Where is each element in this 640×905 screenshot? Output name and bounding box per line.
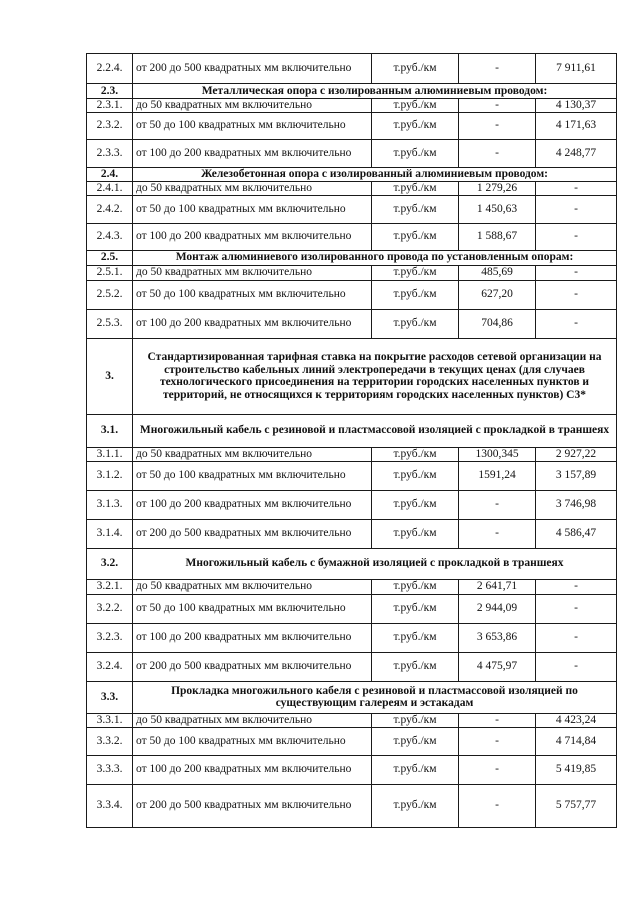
row-unit: т.руб./км bbox=[372, 195, 459, 223]
table-row bbox=[87, 99, 617, 113]
row-value-2: 4 714,84 bbox=[536, 727, 617, 755]
row-description: до 50 квадратных мм включительно bbox=[133, 265, 372, 280]
section-title: Прокладка многожильного кабеля с резиновой и пластмассовой изоляцией по существующим галереям и эстакадам bbox=[133, 681, 617, 713]
row-unit: т.руб./км bbox=[372, 181, 459, 195]
table-row bbox=[87, 713, 617, 727]
table-row bbox=[87, 579, 617, 594]
row-value-1: 627,20 bbox=[459, 280, 536, 309]
row-unit: т.руб./км bbox=[372, 490, 459, 519]
table-row bbox=[87, 461, 617, 490]
row-value-1: 4 475,97 bbox=[459, 652, 536, 681]
row-value-2: 4 248,77 bbox=[536, 139, 617, 167]
section-number: 2.3. bbox=[87, 84, 133, 99]
row-unit: т.руб./км bbox=[372, 784, 459, 827]
row-description: до 50 квадратных мм включительно bbox=[133, 579, 372, 594]
row-value-1: 1 588,67 bbox=[459, 223, 536, 250]
table-row bbox=[87, 139, 617, 167]
table-row bbox=[87, 280, 617, 309]
row-value-2: - bbox=[536, 579, 617, 594]
row-value-2: - bbox=[536, 195, 617, 223]
row-description: от 100 до 200 квадратных мм включительно bbox=[133, 623, 372, 652]
row-value-1: - bbox=[459, 755, 536, 784]
row-value-2: - bbox=[536, 265, 617, 280]
row-unit: т.руб./км bbox=[372, 727, 459, 755]
row-number: 2.3.3. bbox=[87, 139, 133, 167]
row-number: 3.1.4. bbox=[87, 519, 133, 548]
row-number: 3.3.2. bbox=[87, 727, 133, 755]
row-description: от 50 до 100 квадратных мм включительно bbox=[133, 594, 372, 623]
row-unit: т.руб./км bbox=[372, 623, 459, 652]
row-description: от 200 до 500 квадратных мм включительно bbox=[133, 519, 372, 548]
section-number: 2.5. bbox=[87, 250, 133, 265]
section-row bbox=[87, 250, 617, 265]
row-value-2: - bbox=[536, 623, 617, 652]
row-number: 3.3.1. bbox=[87, 713, 133, 727]
section-number: 3.2. bbox=[87, 548, 133, 579]
row-value-1: 2 641,71 bbox=[459, 579, 536, 594]
row-description: от 50 до 100 квадратных мм включительно bbox=[133, 112, 372, 139]
section-row bbox=[87, 84, 617, 99]
table-row bbox=[87, 490, 617, 519]
row-value-2: - bbox=[536, 280, 617, 309]
row-unit: т.руб./км bbox=[372, 652, 459, 681]
tariff-table-page bbox=[86, 53, 616, 828]
row-number: 3.3.4. bbox=[87, 784, 133, 827]
table-row bbox=[87, 54, 617, 84]
section-row bbox=[87, 167, 617, 181]
row-value-2: 4 423,24 bbox=[536, 713, 617, 727]
row-description: от 50 до 100 квадратных мм включительно bbox=[133, 461, 372, 490]
row-value-2: - bbox=[536, 652, 617, 681]
row-value-1: 704,86 bbox=[459, 309, 536, 338]
row-description: от 100 до 200 квадратных мм включительно bbox=[133, 139, 372, 167]
table-row bbox=[87, 623, 617, 652]
row-number: 2.2.4. bbox=[87, 54, 133, 84]
row-number: 2.4.2. bbox=[87, 195, 133, 223]
row-number: 2.5.1. bbox=[87, 265, 133, 280]
row-number: 2.3.2. bbox=[87, 112, 133, 139]
row-number: 2.4.3. bbox=[87, 223, 133, 250]
row-number: 2.5.3. bbox=[87, 309, 133, 338]
row-value-2: 4 586,47 bbox=[536, 519, 617, 548]
row-number: 3.2.1. bbox=[87, 579, 133, 594]
table-row bbox=[87, 309, 617, 338]
row-unit: т.руб./км bbox=[372, 755, 459, 784]
section-number: 3.1. bbox=[87, 414, 133, 447]
table-row bbox=[87, 447, 617, 461]
table-row bbox=[87, 594, 617, 623]
section-title: Металлическая опора с изолированным алюминиевым проводом: bbox=[133, 84, 617, 99]
row-description: от 100 до 200 квадратных мм включительно bbox=[133, 309, 372, 338]
row-value-1: - bbox=[459, 727, 536, 755]
section-title: Железобетонная опора с изолированный алюминиевым проводом: bbox=[133, 167, 617, 181]
row-number: 3.1.2. bbox=[87, 461, 133, 490]
section-title: Многожильный кабель с бумажной изоляцией с прокладкой в траншеях bbox=[133, 548, 617, 579]
row-description: до 50 квадратных мм включительно bbox=[133, 99, 372, 113]
table-row bbox=[87, 652, 617, 681]
row-description: до 50 квадратных мм включительно bbox=[133, 181, 372, 195]
row-value-1: 1 450,63 bbox=[459, 195, 536, 223]
row-value-2: 4 171,63 bbox=[536, 112, 617, 139]
row-value-1: 1 279,26 bbox=[459, 181, 536, 195]
row-value-1: - bbox=[459, 112, 536, 139]
row-unit: т.руб./км bbox=[372, 112, 459, 139]
row-value-2: 7 911,61 bbox=[536, 54, 617, 84]
row-value-1: - bbox=[459, 139, 536, 167]
row-value-2: 4 130,37 bbox=[536, 99, 617, 113]
row-unit: т.руб./км bbox=[372, 579, 459, 594]
row-description: от 200 до 500 квадратных мм включительно bbox=[133, 652, 372, 681]
row-unit: т.руб./км bbox=[372, 265, 459, 280]
row-description: от 50 до 100 квадратных мм включительно bbox=[133, 727, 372, 755]
row-unit: т.руб./км bbox=[372, 447, 459, 461]
row-value-2: 3 157,89 bbox=[536, 461, 617, 490]
tariff-table bbox=[86, 53, 617, 828]
row-unit: т.руб./км bbox=[372, 280, 459, 309]
row-value-1: - bbox=[459, 519, 536, 548]
row-value-1: - bbox=[459, 490, 536, 519]
row-unit: т.руб./км bbox=[372, 461, 459, 490]
section-number: 3.3. bbox=[87, 681, 133, 713]
row-unit: т.руб./км bbox=[372, 139, 459, 167]
row-unit: т.руб./км bbox=[372, 309, 459, 338]
row-unit: т.руб./км bbox=[372, 54, 459, 84]
row-description: до 50 квадратных мм включительно bbox=[133, 447, 372, 461]
row-number: 2.4.1. bbox=[87, 181, 133, 195]
row-description: от 100 до 200 квадратных мм включительно bbox=[133, 490, 372, 519]
section-number: 2.4. bbox=[87, 167, 133, 181]
section-row bbox=[87, 414, 617, 447]
row-value-2: 3 746,98 bbox=[536, 490, 617, 519]
table-row bbox=[87, 181, 617, 195]
section-title: Многожильный кабель с резиновой и пластмассовой изоляцией с прокладкой в траншеях bbox=[133, 414, 617, 447]
row-value-1: - bbox=[459, 713, 536, 727]
section-title: Монтаж алюминиевого изолированного провода по установленным опорам: bbox=[133, 250, 617, 265]
table-row bbox=[87, 519, 617, 548]
row-description: до 50 квадратных мм включительно bbox=[133, 713, 372, 727]
row-value-2: - bbox=[536, 594, 617, 623]
table-row bbox=[87, 195, 617, 223]
table-row bbox=[87, 784, 617, 827]
row-value-2: - bbox=[536, 309, 617, 338]
row-description: от 50 до 100 квадратных мм включительно bbox=[133, 195, 372, 223]
row-description: от 100 до 200 квадратных мм включительно bbox=[133, 755, 372, 784]
table-row bbox=[87, 727, 617, 755]
row-description: от 200 до 500 квадратных мм включительно bbox=[133, 784, 372, 827]
row-value-2: 5 419,85 bbox=[536, 755, 617, 784]
row-value-2: - bbox=[536, 181, 617, 195]
row-unit: т.руб./км bbox=[372, 99, 459, 113]
row-value-1: - bbox=[459, 784, 536, 827]
row-value-1: 3 653,86 bbox=[459, 623, 536, 652]
row-value-1: 485,69 bbox=[459, 265, 536, 280]
row-description: от 200 до 500 квадратных мм включительно bbox=[133, 54, 372, 84]
row-unit: т.руб./км bbox=[372, 713, 459, 727]
row-unit: т.руб./км bbox=[372, 223, 459, 250]
row-description: от 50 до 100 квадратных мм включительно bbox=[133, 280, 372, 309]
table-row bbox=[87, 223, 617, 250]
row-number: 3.2.4. bbox=[87, 652, 133, 681]
table-row bbox=[87, 265, 617, 280]
row-description: от 100 до 200 квадратных мм включительно bbox=[133, 223, 372, 250]
row-unit: т.руб./км bbox=[372, 519, 459, 548]
section-title: Стандартизированная тарифная ставка на покрытие расходов сетевой организации на строительство кабельных линий электропередачи в текущих ценах (для случаев технологического присоединения на территории городских населенных пунктов и территорий, не относящихся к территориям городских населенных пунктов) С3* bbox=[133, 338, 617, 414]
row-number: 2.5.2. bbox=[87, 280, 133, 309]
row-value-1: - bbox=[459, 54, 536, 84]
row-number: 3.2.3. bbox=[87, 623, 133, 652]
section-number: 3. bbox=[87, 338, 133, 414]
row-value-2: 2 927,22 bbox=[536, 447, 617, 461]
row-value-1: 1300,345 bbox=[459, 447, 536, 461]
table-row bbox=[87, 755, 617, 784]
row-value-2: - bbox=[536, 223, 617, 250]
section-row bbox=[87, 681, 617, 713]
row-number: 3.3.3. bbox=[87, 755, 133, 784]
row-unit: т.руб./км bbox=[372, 594, 459, 623]
row-value-1: - bbox=[459, 99, 536, 113]
row-number: 3.1.1. bbox=[87, 447, 133, 461]
row-number: 3.2.2. bbox=[87, 594, 133, 623]
row-value-2: 5 757,77 bbox=[536, 784, 617, 827]
table-row bbox=[87, 112, 617, 139]
row-number: 3.1.3. bbox=[87, 490, 133, 519]
row-value-1: 2 944,09 bbox=[459, 594, 536, 623]
row-value-1: 1591,24 bbox=[459, 461, 536, 490]
row-number: 2.3.1. bbox=[87, 99, 133, 113]
major-section-row bbox=[87, 338, 617, 414]
section-row bbox=[87, 548, 617, 579]
